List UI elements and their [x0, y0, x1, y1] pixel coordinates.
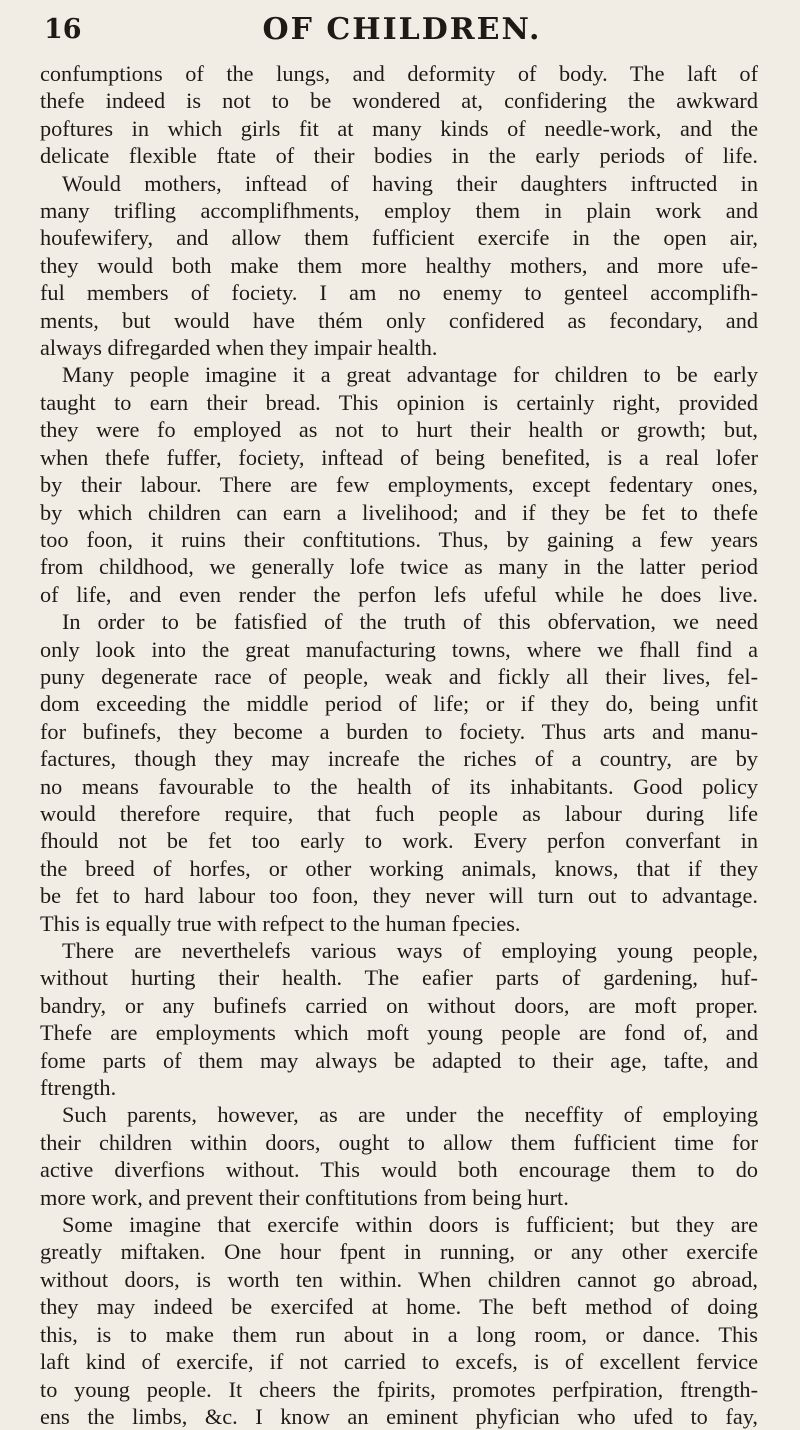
body-text	[40, 60, 758, 1430]
text-line: confumptions of the lungs, and deformity of body. The laft of	[40, 61, 758, 86]
text-line: active diverfions without. This would both encourage them to do	[40, 1157, 758, 1183]
text-line: too foon, it ruins their conftitutions. Thus, by gaining a few years	[40, 526, 758, 552]
text-line: always difregarded when they impair health.	[40, 335, 438, 361]
text-line: There are neverthelefs various ways of employing young people,	[62, 938, 758, 963]
text-line: fhould not be fet too early to work. Every perfon converfant in	[40, 828, 758, 854]
text-line: dom exceeding the middle period of life; or if they do, being unfit	[40, 691, 758, 717]
text-line: bandry, or any bufinefs carried on without doors, are moft proper.	[40, 992, 758, 1018]
text-line: greatly miftaken. One hour fpent in running, or any other exercife	[40, 1239, 758, 1265]
text-line: when thefe fuffer, fociety, inftead of being benefited, is a real lofer	[40, 444, 758, 470]
text-line: of life, and even render the perfon lefs ufeful while he does live.	[40, 581, 758, 607]
text-line: Many people imagine it a great advantage for children to be early	[62, 362, 758, 388]
text-line: taught to earn their bread. This opinion is certainly right, provided	[40, 389, 758, 415]
text-line: thefe indeed is not to be wondered at, confidering the awkward	[40, 88, 758, 114]
text-line: by their labour. There are few employments, except fedentary ones,	[40, 472, 758, 498]
text-line: Such parents, however, as are under the neceffity of employing	[62, 1102, 758, 1128]
text-line: factures, though they may increafe the riches of a country, are by	[40, 746, 758, 772]
text-line: for bufinefs, they become a burden to fociety. Thus arts and manu-	[40, 718, 758, 744]
text-line: houfewifery, and allow them fufficient exercife in the open air,	[40, 225, 758, 251]
text-line: only look into the great manufacturing towns, where we fhall find a	[40, 636, 758, 662]
text-line: they may indeed be exercifed at home. The beft method of doing	[40, 1294, 758, 1320]
text-line: ftrength.	[40, 1075, 117, 1101]
text-line: this, is to make them run about in a long room, or dance. This	[40, 1321, 758, 1347]
text-line: would therefore require, that fuch people as labour during life	[40, 800, 758, 826]
running-head: OF CHILDREN.	[262, 12, 542, 47]
text-line: by which children can earn a livelihood; and if they be fet to thefe	[40, 499, 758, 525]
text-line: fome parts of them may always be adapted to their age, tafte, and	[40, 1047, 758, 1073]
text-line: without doors, is worth ten within. When children cannot go abroad,	[40, 1266, 758, 1292]
text-line: no means favourable to the health of its inhabitants. Good policy	[40, 773, 758, 799]
text-line: to young people. It cheers the fpirits, promotes perfpiration, ftrength-	[40, 1376, 758, 1402]
text-line: be fet to hard labour too foon, they never will turn out to advantage.	[40, 883, 758, 909]
page-number: 16	[44, 14, 82, 45]
text-line: their children within doors, ought to allow them fufficient time for	[40, 1129, 758, 1155]
text-line: This is equally true with refpect to the human fpecies.	[40, 910, 521, 936]
text-line: from childhood, we generally lofe twice as many in the latter period	[40, 554, 758, 580]
text-line: Thefe are employments which moft young people are fond of, and	[40, 1020, 758, 1046]
text-line: ful members of fociety. I am no enemy to genteel accomplifh-	[40, 280, 758, 306]
text-line: In order to be fatisfied of the truth of this obfervation, we need	[62, 609, 758, 635]
text-line: ments, but would have thém only confidered as fecondary, and	[40, 307, 758, 333]
text-line: poftures in which girls fit at many kinds of needle-work, and the	[40, 115, 758, 141]
text-line: puny degenerate race of people, weak and fickly all their lives, fel-	[40, 663, 758, 689]
text-line: without hurting their health. The eafier parts of gardening, huf-	[40, 965, 758, 991]
text-line: ens the limbs, &c. I know an eminent phyfician who ufed to fay,	[40, 1403, 758, 1429]
text-line: they would both make them more healthy mothers, and more ufe-	[40, 252, 758, 278]
text-line: laft kind of exercife, if not carried to excefs, is of excellent fervice	[40, 1349, 758, 1375]
text-line: many trifling accomplifhments, employ them in plain work and	[40, 198, 758, 224]
text-line: Would mothers, inftead of having their daughters inftructed in	[62, 170, 758, 196]
text-line: the breed of horfes, or other working animals, knows, that if they	[40, 855, 758, 881]
text-line: they were fo employed as not to hurt their health or growth; but,	[40, 417, 758, 443]
text-line: Some imagine that exercife within doors is fufficient; but they are	[62, 1212, 758, 1238]
text-line: more work, and prevent their conftitutions from being hurt.	[40, 1184, 569, 1210]
text-line: delicate flexible ftate of their bodies in the early periods of life.	[40, 143, 758, 169]
page-header	[40, 12, 764, 54]
